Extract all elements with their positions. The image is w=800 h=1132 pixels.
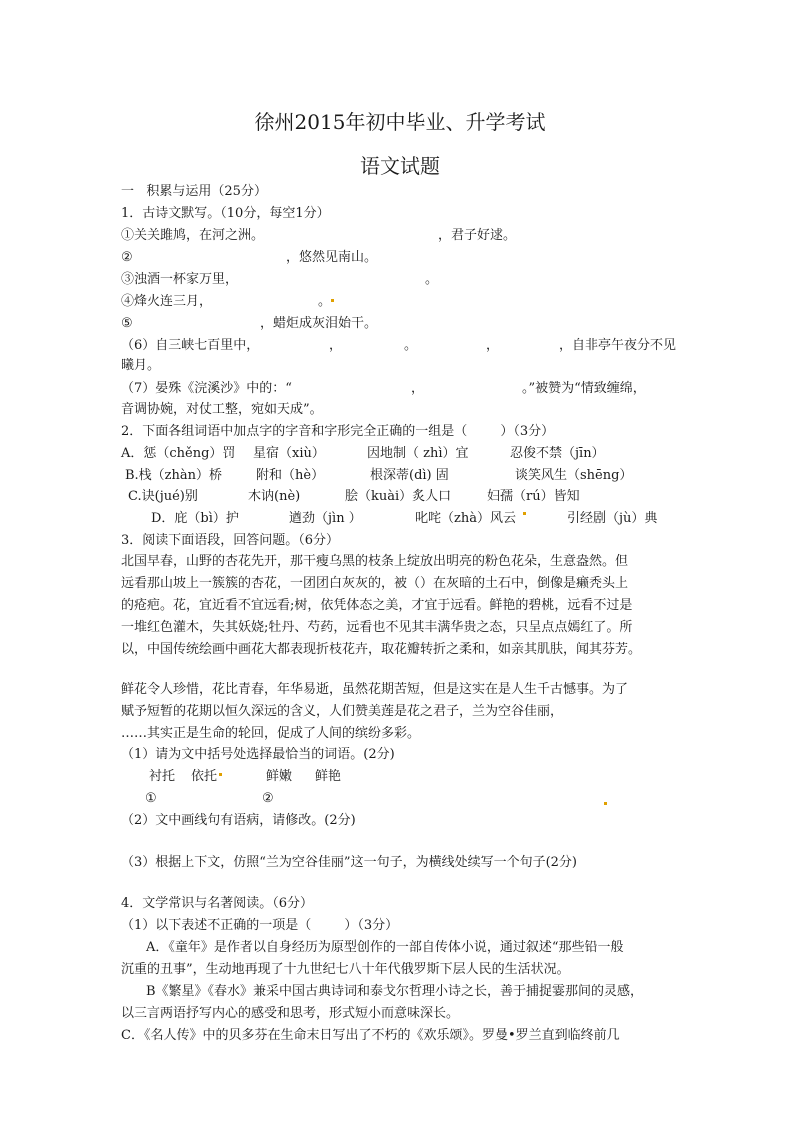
q2-option-b-2: 附和（hè） <box>256 468 325 483</box>
q4-option-a-cont: 沉重的丑事”，生动地再现了十九世纪七八十年代俄罗斯下层人民的生活状况。 <box>121 962 570 977</box>
q1-line-7-c: 。”被赞为“情致缠绵， <box>522 381 646 396</box>
q3-passage-line: 以，中国传统绘画中画花大都表现折枝花卉，取花瓣转折之柔和，如亲其肌肤，闻其芬芳。 <box>121 642 642 657</box>
decorative-dot <box>604 802 607 805</box>
q3-word-choice: 鲜艳 <box>315 769 342 784</box>
q4-option-b: B《繁星》《春水》兼采中国古典诗词和泰戈尔哲理小诗之长，善于捕捉霎那间的灵感， <box>146 984 644 999</box>
question-3-header: 3．阅读下面语段，回答问题。（6分） <box>121 533 340 548</box>
decorative-dot <box>331 299 334 302</box>
q1-line-7-b: ， <box>411 381 425 396</box>
q2-option-d-3: 叱咤（zhà）风云 <box>415 511 516 526</box>
question-2-header: 2．下面各组词语中加点字的字音和字形完全正确的一组是（ ）（3分） <box>121 424 555 439</box>
q2-option-a-3: 因地制（ zhì）宜 <box>367 446 469 461</box>
q2-option-c-3: 脍（kuài）炙人口 <box>345 489 452 504</box>
q3-subquestion-3: （3）根据上下文，仿照“兰为空谷佳丽”这一句子，为横线处续写一个句子(2分) <box>121 855 577 870</box>
section-heading: 一 积累与运用（25分） <box>121 184 267 199</box>
q2-option-d-2: 遒劲（jìn ） <box>289 511 362 526</box>
q4-option-a: A．《童年》是作者以自身经历为原型创作的一部自传体小说，通过叙述“那些铅一般 <box>146 940 624 955</box>
q1-line-6: （6）自三峡七百里中， <box>121 338 260 353</box>
q4-option-c: C．《名人传》中的贝多芬在生命末日写出了不朽的《欢乐颂》。罗曼•罗兰直到临终前几 <box>121 1028 620 1043</box>
q1-line-7: （7）晏殊《浣溪沙》中的：“ <box>121 381 292 396</box>
q2-option-c-2: 木讷(nè) <box>248 489 301 504</box>
q4-subquestion-1: （1）以下表述不正确的一项是（ ）（3分） <box>121 918 399 933</box>
q3-passage-line: 一堆红色灌木，失其妖娆;牡丹、芍药，远看也不见其丰满华贵之态，只呈点点嫣红了。所 <box>121 620 633 635</box>
q1-line-3: ③浊酒一杯家万里， <box>121 272 239 287</box>
q1-line-6-c: 。 <box>404 338 418 353</box>
q1-line-6-cont: 曦月。 <box>121 358 161 373</box>
q1-line-5: ⑤ <box>121 316 133 331</box>
q1-line-3-end: 。 <box>425 272 439 287</box>
q3-answer-num-2: ② <box>262 791 274 806</box>
question-1-header: 1．古诗文默写。（10分，每空1分） <box>121 206 330 221</box>
q1-line-2: ② <box>121 250 133 265</box>
q3-subquestion-1: （1）请为文中括号处选择最恰当的词语。(2分) <box>121 747 395 762</box>
q1-line-4-end: 。 <box>318 294 332 309</box>
q3-passage-line: 鲜花令人珍惜，花比青春，年华易逝，虽然花期苦短，但是这实在是人生千古憾事。为了 <box>121 682 629 697</box>
exam-subtitle: 语文试题 <box>360 154 440 178</box>
decorative-dot <box>219 773 222 776</box>
decorative-dot <box>523 512 526 515</box>
q3-word-choice: 鲜嫩 <box>266 769 293 784</box>
q1-line-1: ①关关雎鸠，在河之洲。 <box>121 228 265 243</box>
q3-passage-line: 赋予短暂的花期以恒久深远的含义，人们赞美莲是花之君子，兰为空谷佳丽， <box>121 704 564 719</box>
q3-word-choice: 依托 <box>191 769 218 784</box>
q2-option-d-1: D．庇（bì）护 <box>151 511 239 526</box>
q2-option-a-1: A．惩（chěng）罚 <box>121 446 236 461</box>
q2-option-d-4: 引经剧（jù）典 <box>567 511 658 526</box>
question-4-header: 4．文学常识与名著阅读。（6分） <box>121 896 314 911</box>
q2-option-a-2: 星宿（xiù） <box>253 446 325 461</box>
q3-passage-line: ……其实正是生命的轮回，促成了人间的缤纷多彩。 <box>121 726 421 741</box>
q2-option-b-4: 谈笑风生（shēng） <box>515 468 633 483</box>
q1-line-1-end: ，君子好逑。 <box>438 228 517 243</box>
q3-subquestion-2: （2）文中画线句有语病，请修改。(2分) <box>121 813 356 828</box>
q2-option-b-1: B.栈（zhàn）桥 <box>125 468 223 483</box>
q1-line-5-end: ，蜡炬成灰泪始干。 <box>260 316 378 331</box>
q2-option-a-4: 忍俊不禁（jīn） <box>510 446 605 461</box>
q3-passage-line: 的疮疤。花，宜近看不宜远看;树，依凭体态之美，才宜于远看。鲜艳的碧桃，远看不过是 <box>121 598 633 613</box>
q2-option-c-1: C.诀(jué)别 <box>128 489 198 504</box>
q1-line-6-b: ， <box>329 338 343 353</box>
q1-line-2-end: ，悠然见南山。 <box>286 250 378 265</box>
q3-passage-line: 北国早春，山野的杏花先开，那干瘦乌黑的枝条上绽放出明亮的粉色花朵，生意盎然。但 <box>121 554 629 569</box>
q2-option-b-3: 根深蒂(dì) 固 <box>370 468 449 483</box>
q1-line-6-d: ， <box>486 338 500 353</box>
exam-title: 徐州2015年初中毕业、升学考试 <box>254 110 546 134</box>
q3-answer-num-1: ① <box>145 791 157 806</box>
q1-line-7-cont: 音调协婉，对仗工整，宛如天成”。 <box>121 402 323 417</box>
q4-option-b-cont: 以三言两语抒写内心的感受和思考，形式短小而意味深长。 <box>121 1006 460 1021</box>
q1-line-4: ④烽火连三月， <box>121 294 213 309</box>
q3-word-choice: 衬托 <box>149 769 176 784</box>
q3-passage-line: 远看那山坡上一簇簇的杏花，一团团白灰灰的，被（）在灰暗的土石中，倒像是癞秃头上 <box>121 576 629 591</box>
q2-option-c-4: 妇孺（rú）皆知 <box>487 489 580 504</box>
q1-line-6-e: ，自非亭午夜分不见 <box>559 338 677 353</box>
